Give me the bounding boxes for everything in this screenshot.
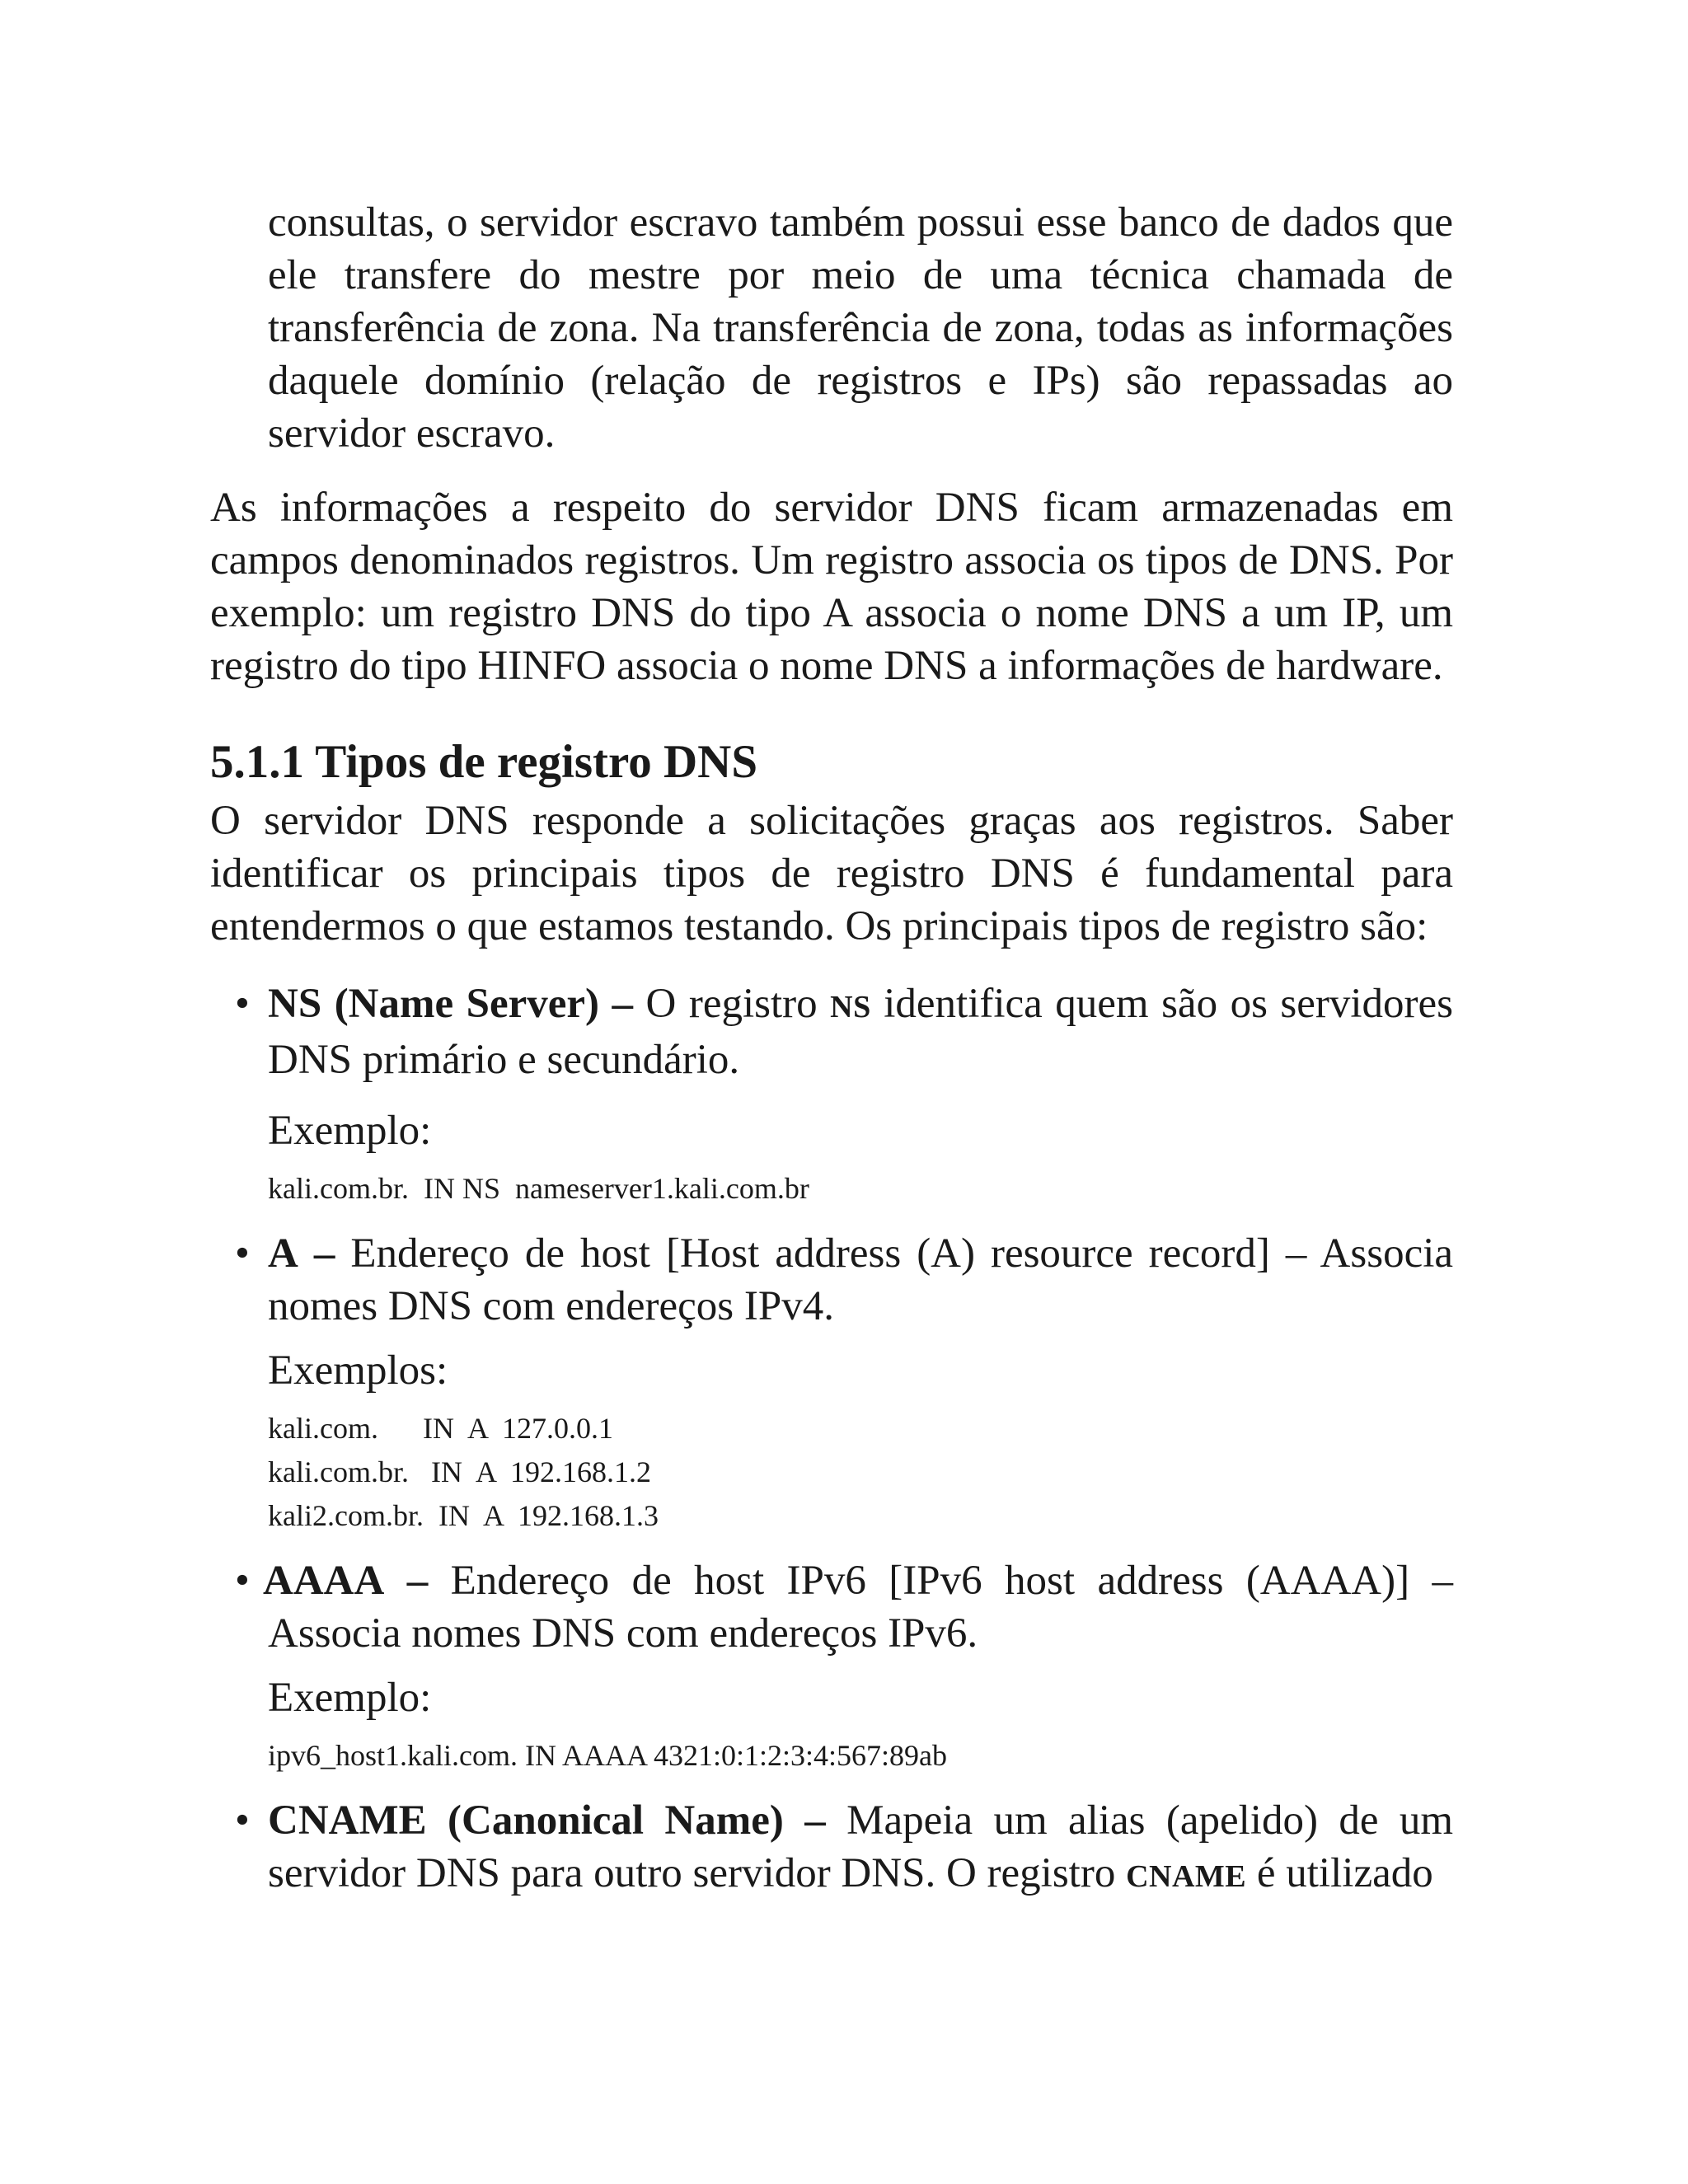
bullet-icon: • xyxy=(235,1558,250,1604)
document-page xyxy=(210,196,1453,1903)
section-heading: 5.1.1 Tipos de registro DNS xyxy=(210,736,758,788)
aaaa-example-label: Exemplo: xyxy=(268,1675,432,1721)
a-example-line-1: kali.com. IN A 127.0.0.1 xyxy=(268,1412,613,1445)
list-item-cname xyxy=(210,1794,1453,1903)
intro-continuation-paragraph: consultas, o servidor escravo também possui esse banco de dados que ele transfere do mestre por meio de uma técnica chamada de transferência de zona. Na transferência de zona, todas as informações daquele domínio (relação de registros e IPs) são repassadas ao servidor escravo. xyxy=(268,199,1453,457)
cname-title: CNAME (Canonical Name) xyxy=(268,1797,784,1844)
a-text: Endereço de host [Host address (A) resource record] – Associa nomes DNS com endereços IPv4. xyxy=(268,1230,1454,1329)
ns-title: NS (Name Server) xyxy=(268,981,600,1027)
ns-text-before: O registro xyxy=(645,981,818,1027)
aaaa-text: Endereço de host IPv6 [IPv6 host address (AAAA)] – Associa nomes DNS com endereços IPv6. xyxy=(268,1558,1453,1657)
ns-code-word: NS xyxy=(830,990,871,1024)
a-dash: – xyxy=(313,1230,335,1277)
records-paragraph: As informações a respeito do servidor DNS ficam armazenadas em campos denominados registros. Um registro associa os tipos de DNS. Por exemplo: um registro DNS do tipo A associa o nome DNS a um IP, um registro do tipo HINFO associa o nome DNS a informações de hardware. xyxy=(210,485,1453,689)
list-item-a xyxy=(210,1227,1453,1333)
bullet-icon: • xyxy=(235,1230,250,1277)
ns-example-line: kali.com.br. IN NS nameserver1.kali.com.br xyxy=(268,1172,809,1205)
aaaa-example-line: ipv6_host1.kali.com. IN AAAA 4321:0:1:2:3:4:567:89ab xyxy=(268,1739,947,1772)
a-example-line-2: kali.com.br. IN A 192.168.1.2 xyxy=(268,1455,651,1488)
section-intro-paragraph: O servidor DNS responde a solicitações graças aos registros. Saber identificar os principais tipos de registro DNS é fundamental para entendermos o que estamos testando. Os principais tipos de registro são: xyxy=(210,798,1453,949)
cname-dash: – xyxy=(804,1797,826,1844)
bullet-icon: • xyxy=(235,981,250,1027)
a-title: A xyxy=(268,1230,298,1277)
a-example-line-3: kali2.com.br. IN A 192.168.1.3 xyxy=(268,1499,659,1532)
cname-text-before: Mapeia um alias (apelido) de um servidor DNS para outro servidor DNS. O registro xyxy=(268,1797,1454,1896)
list-item-aaaa xyxy=(210,1554,1453,1660)
ns-text-after: identifica quem são os servidores DNS primário e secundário. xyxy=(268,981,1454,1083)
ns-example-label: Exemplo: xyxy=(268,1108,432,1154)
aaaa-dash: – xyxy=(406,1558,429,1604)
a-example-label: Exemplos: xyxy=(268,1347,448,1394)
cname-text-after: é utilizado xyxy=(1256,1850,1433,1896)
bullet-icon: • xyxy=(235,1797,250,1844)
ns-dash: – xyxy=(612,981,634,1027)
list-item-ns xyxy=(210,977,1453,1086)
cname-code-word: CNAME xyxy=(1126,1859,1247,1894)
aaaa-title: AAAA xyxy=(263,1558,385,1604)
